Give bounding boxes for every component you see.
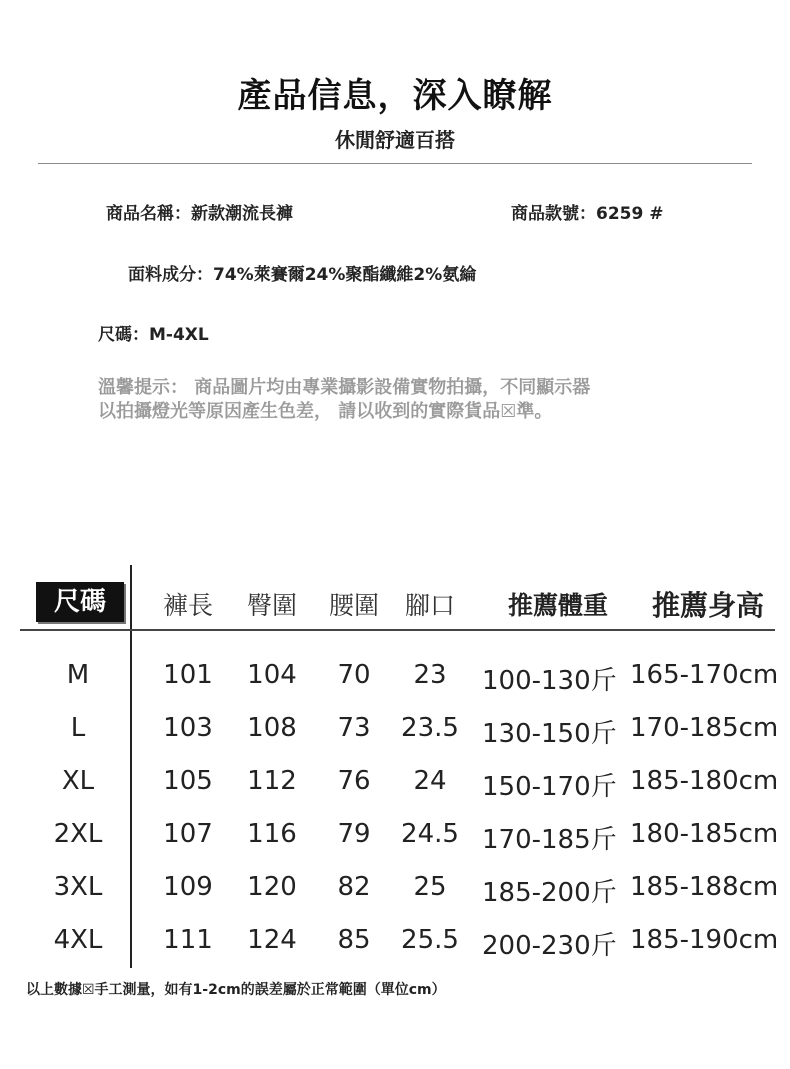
cell-length: 111	[163, 925, 213, 955]
notice-line-2: 以拍攝燈光等原因產生色差， 請以收到的實際貨品☒準。	[98, 401, 553, 422]
cell-height: 185-188cm	[630, 872, 779, 902]
table-header-rule	[20, 629, 775, 631]
cell-size: XL	[61, 766, 95, 796]
cell-height: 165-170cm	[630, 660, 779, 690]
cell-waist: 73	[337, 713, 371, 743]
header-recommended-height: 推薦身高	[651, 589, 764, 622]
cell-weight: 150-170斤	[482, 772, 617, 802]
header-hip: 臀圍	[246, 591, 297, 620]
cell-size: 2XL	[53, 819, 103, 849]
cell-length: 105	[163, 766, 213, 796]
cell-weight: 200-230斤	[482, 931, 617, 961]
cell-length: 107	[163, 819, 213, 849]
measurement-footnote: 以上數據☒手工測量，如有1-2cm的誤差屬於正常範圍（單位cm）	[26, 982, 446, 998]
table-vertical-rule	[130, 565, 132, 968]
product-style-number: 商品款號：6259 #	[511, 204, 664, 224]
header-waist: 腰圍	[328, 591, 379, 620]
cell-size: 4XL	[53, 925, 103, 955]
product-name: 商品名稱：新款潮流長褲	[106, 204, 293, 224]
cell-waist: 85	[337, 925, 371, 955]
cell-waist: 79	[337, 819, 371, 849]
notice-line-1: 溫馨提示： 商品圖片均由專業攝影設備實物拍攝，不同顯示器	[98, 377, 591, 398]
header-length: 褲長	[162, 591, 213, 620]
cell-size: M	[66, 660, 90, 690]
size-range: 尺碼：M-4XL	[98, 325, 209, 345]
fabric-composition: 面料成分：74%萊賽爾24%聚酯纖維2%氨綸	[128, 265, 477, 285]
cell-height: 180-185cm	[630, 819, 779, 849]
cell-waist: 82	[337, 872, 371, 902]
cell-waist: 76	[337, 766, 371, 796]
header-recommended-weight: 推薦體重	[507, 591, 608, 620]
cell-height: 185-190cm	[630, 925, 779, 955]
cell-leg-opening: 24.5	[401, 819, 459, 849]
cell-height: 170-185cm	[630, 713, 779, 743]
cell-waist: 70	[337, 660, 371, 690]
cell-weight: 170-185斤	[482, 825, 617, 855]
cell-leg-opening: 24	[413, 766, 447, 796]
cell-weight: 185-200斤	[482, 878, 617, 908]
cell-weight: 130-150斤	[482, 719, 617, 749]
cell-leg-opening: 23.5	[401, 713, 459, 743]
cell-hip: 104	[247, 660, 297, 690]
page-subtitle: 休閒舒適百搭	[335, 128, 455, 152]
header-size: 尺碼	[36, 582, 124, 622]
cell-hip: 112	[247, 766, 297, 796]
cell-hip: 108	[247, 713, 297, 743]
page-title: 產品信息，深入瞭解	[237, 76, 553, 116]
cell-leg-opening: 25.5	[401, 925, 459, 955]
cell-hip: 124	[247, 925, 297, 955]
header-leg-opening: 腳口	[404, 591, 455, 620]
cell-hip: 116	[247, 819, 297, 849]
cell-length: 103	[163, 713, 213, 743]
cell-length: 101	[163, 660, 213, 690]
cell-hip: 120	[247, 872, 297, 902]
cell-size: L	[70, 713, 86, 743]
cell-length: 109	[163, 872, 213, 902]
cell-weight: 100-130斤	[482, 666, 617, 696]
cell-height: 185-180cm	[630, 766, 779, 796]
cell-leg-opening: 25	[413, 872, 447, 902]
cell-leg-opening: 23	[413, 660, 447, 690]
cell-size: 3XL	[53, 872, 103, 902]
